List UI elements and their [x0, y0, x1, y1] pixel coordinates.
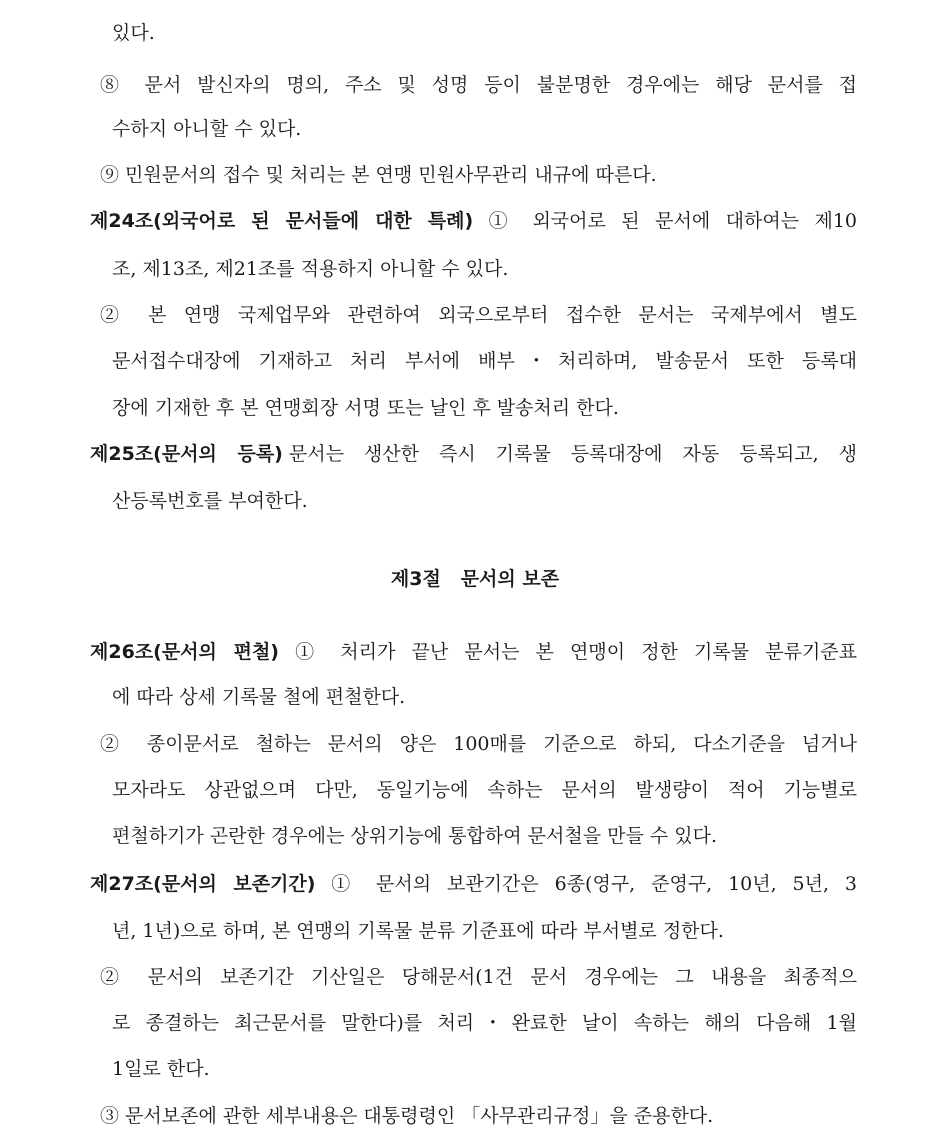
text-line: 1일로 한다.: [112, 1058, 210, 1080]
text-line: 산등록번호를 부여한다.: [112, 490, 308, 512]
text-line: ⑧ 문서 발신자의 명의, 주소 및 성명 등이 불분명한 경우에는 해당 문서를 접: [100, 74, 857, 96]
text-line: ② 본 연맹 국제업무와 관련하여 외국으로부터 접수한 문서는 국제부에서 별도: [100, 304, 857, 326]
article-heading: 제26조(문서의 편철): [90, 641, 279, 663]
article-text: ① 처리가 끝난 문서는 본 연맹이 정한 기록물 분류기준표: [285, 641, 857, 663]
text-line: ⑨ 민원문서의 접수 및 처리는 본 연맹 민원사무관리 내규에 따른다.: [100, 164, 657, 186]
section-heading: [0, 564, 950, 594]
text-line: 수하지 아니할 수 있다.: [112, 118, 302, 140]
text-line: 로 종결하는 최근문서를 말한다)를 처리・완료한 날이 속하는 해의 다음해 1월: [112, 1012, 857, 1034]
text-line: ② 종이문서로 철하는 문서의 양은 100매를 기준으로 하되, 다소기준을 넘거나: [100, 733, 857, 755]
text-line: 있다.: [112, 22, 155, 44]
article-heading: 제24조(외국어로 된 문서들에 대한 특례): [90, 210, 474, 232]
article-24-line: [90, 206, 857, 236]
text-line: 편철하기가 곤란한 경우에는 상위기능에 통합하여 문서철을 만들 수 있다.: [112, 825, 717, 847]
text-line: 년, 1년)으로 하며, 본 연맹의 기록물 분류 기준표에 따라 부서별로 정한다.: [112, 920, 724, 942]
text-line: ③ 문서보존에 관한 세부내용은 대통령령인 「사무관리규정」을 준용한다.: [100, 1105, 714, 1127]
article-26-line: [90, 637, 857, 667]
article-heading: 제25조(문서의 등록): [90, 443, 283, 465]
text-line: 장에 기재한 후 본 연맹회장 서명 또는 날인 후 발송처리 한다.: [112, 397, 619, 419]
text-line: 에 따라 상세 기록물 철에 편철한다.: [112, 686, 406, 708]
text-line: 모자라도 상관없으며 다만, 동일기능에 속하는 문서의 발생량이 적어 기능별로: [112, 779, 857, 801]
text-line: 문서접수대장에 기재하고 처리 부서에 배부・처리하며, 발송문서 또한 등록대: [112, 350, 857, 372]
article-text: ① 문서의 보관기간은 6종(영구, 준영구, 10년, 5년, 3: [321, 873, 857, 895]
text-line: ② 문서의 보존기간 기산일은 당해문서(1건 문서 경우에는 그 내용을 최종적으: [100, 966, 857, 988]
article-25-line: [90, 439, 857, 469]
article-text: ① 외국어로 된 문서에 대하여는 제10: [479, 210, 857, 232]
article-text: 문서는 생산한 즉시 기록물 등록대장에 자동 등록되고, 생: [288, 443, 857, 465]
section-title: 문서의 보존: [460, 568, 560, 590]
article-27-line: [90, 869, 857, 899]
article-heading: 제27조(문서의 보존기간): [90, 873, 316, 895]
text-line: 조, 제13조, 제21조를 적용하지 아니할 수 있다.: [112, 258, 509, 280]
section-number: 제3절: [390, 568, 441, 590]
